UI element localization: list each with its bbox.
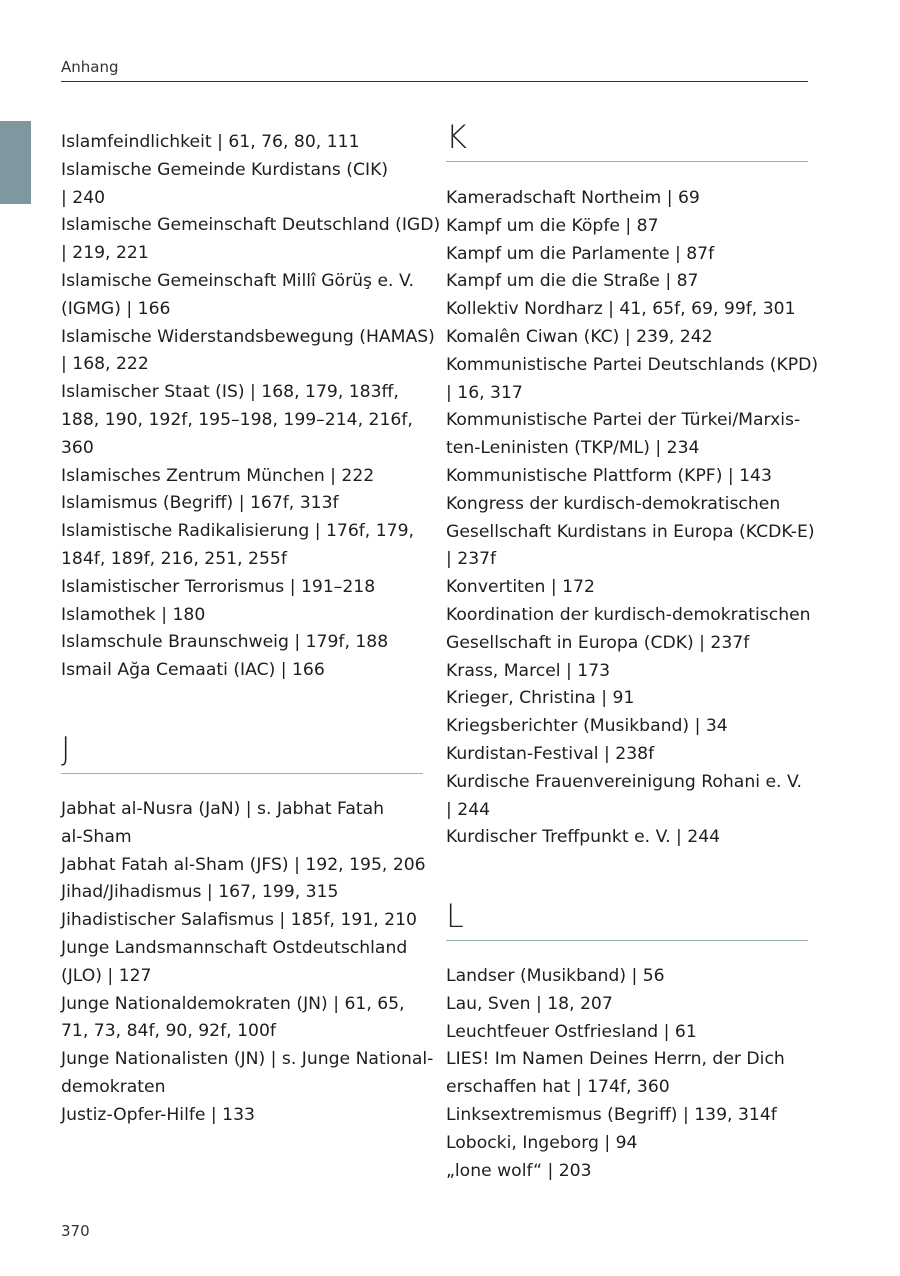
section-letter-j: J <box>61 730 71 768</box>
index-entry <box>61 463 423 491</box>
running-header: Anhang <box>61 58 119 76</box>
section-letter-k-rule <box>446 161 808 162</box>
index-entry-line: erschaffen hat | 174f, 360 <box>446 1077 670 1098</box>
index-entry-line: | 244 <box>446 799 491 820</box>
index-entry <box>61 657 423 685</box>
index-entry <box>446 463 808 491</box>
index-entry-line: Koordination der kurdisch-demokratischen <box>446 605 811 625</box>
section-letter-j-rule <box>61 773 423 774</box>
page-number: 370 <box>61 1222 90 1240</box>
index-entry-line: Kommunistische Partei der Türkei/Marxis- <box>446 410 801 431</box>
index-entry-line: Jihadistischer Salafismus | 185f, 191, 210 <box>61 910 417 931</box>
index-entry-line: 184f, 189f, 216, 251, 255f <box>61 548 287 569</box>
index-entry <box>446 741 808 769</box>
index-entry-line: Kriegsberichter (Musikband) | 34 <box>446 716 728 737</box>
index-entry <box>61 518 423 574</box>
index-entry-line: 188, 190, 192f, 195–198, 199–214, 216f, <box>61 409 413 430</box>
index-entry <box>61 629 423 657</box>
index-entry-line: Jabhat al-Nusra (JaN) | s. Jabhat Fatah <box>61 799 385 819</box>
index-entry <box>61 129 423 157</box>
index-entry <box>61 852 426 880</box>
index-entry-line: Islamschule Braunschweig | 179f, 188 <box>61 632 389 653</box>
index-entry-line: Islamische Gemeinschaft Millî Görüş e. V. <box>61 271 414 291</box>
index-entry-line: | 168, 222 <box>61 354 149 375</box>
index-entry <box>446 769 808 825</box>
index-entry <box>61 602 423 630</box>
index-entry <box>446 491 815 574</box>
index-entry <box>446 352 819 408</box>
index-entry-line: Kurdistan-Festival | 238f <box>446 744 655 764</box>
index-entry-line: Ismail Ağa Cemaati (IAC) | 166 <box>61 660 325 681</box>
index-entry <box>446 241 808 269</box>
index-entry-line: Kommunistische Partei Deutschlands (KPD) <box>446 354 819 375</box>
index-entry-line: Krieger, Christina | 91 <box>446 688 635 709</box>
index-entry-line: Kommunistische Plattform (KPF) | 143 <box>446 466 772 486</box>
index-entry-line: Islamische Gemeinde Kurdistans (CIK) <box>61 159 389 180</box>
index-entry-line: Kurdische Frauenvereinigung Rohani e. V. <box>446 771 802 792</box>
index-entry <box>446 324 808 352</box>
index-entry-line: (IGMG) | 166 <box>61 298 171 319</box>
index-entry-line: Jabhat Fatah al-Sham (JFS) | 192, 195, 206 <box>61 854 426 875</box>
index-entry-line: Islamische Widerstandsbewegung (HAMAS) <box>61 326 435 347</box>
index-entry-line: 71, 73, 84f, 90, 92f, 100f <box>61 1021 276 1042</box>
index-entry-line: Junge Nationalisten (JN) | s. Junge National- <box>61 1049 434 1070</box>
index-entry-line: demokraten <box>61 1076 166 1097</box>
index-entry <box>446 602 811 658</box>
index-entry <box>446 1046 808 1102</box>
index-entry-line: (JLO) | 127 <box>61 965 152 986</box>
index-entry <box>446 824 808 852</box>
index-entry <box>61 1102 423 1130</box>
index-entry-line: „lone wolf“ | 203 <box>446 1160 592 1181</box>
index-entry-line: Lobocki, Ingeborg | 94 <box>446 1132 638 1153</box>
index-entry <box>61 796 423 852</box>
index-entry <box>446 1158 808 1186</box>
index-entry-line: Islamisches Zentrum München | 222 <box>61 465 375 486</box>
index-entry-line: Gesellschaft in Europa (CDK) | 237f <box>446 632 750 653</box>
index-entry <box>61 991 423 1047</box>
index-entry-line: Gesellschaft Kurdistans in Europa (KCDK-E) <box>446 521 815 542</box>
index-entry-line: Leuchtfeuer Ostfriesland | 61 <box>446 1021 697 1042</box>
index-entry-line: Kampf um die Parlamente | 87f <box>446 243 715 264</box>
index-entry <box>61 157 423 213</box>
index-entry-line: Jihad/Jihadismus | 167, 199, 315 <box>61 882 339 903</box>
index-entry-line: Kongress der kurdisch-demokratischen <box>446 493 781 514</box>
index-entry <box>61 574 423 602</box>
index-entry <box>446 1019 808 1047</box>
index-entry <box>446 685 808 713</box>
index-entry <box>446 407 808 463</box>
index-entry-line: | 16, 317 <box>446 382 523 403</box>
index-entry-line: | 219, 221 <box>61 243 149 264</box>
index-entry <box>61 324 435 380</box>
index-entry <box>446 574 808 602</box>
index-entry-line: Junge Landsmannschaft Ostdeutschland <box>61 938 408 958</box>
index-entry-line: ten-Leninisten (TKP/ML) | 234 <box>446 438 700 459</box>
index-entry <box>61 379 423 462</box>
index-entry <box>61 268 423 324</box>
section-letter-l: L <box>446 897 464 935</box>
index-entry-line: Kollektiv Nordharz | 41, 65f, 69, 99f, 301 <box>446 299 796 320</box>
index-entry <box>61 490 423 518</box>
index-entry <box>61 907 423 935</box>
index-entry-line: Landser (Musikband) | 56 <box>446 966 665 986</box>
index-entry <box>446 1130 808 1158</box>
index-entry-line: Islamistischer Terrorismus | 191–218 <box>61 576 376 597</box>
index-entry-line: | 237f <box>446 549 497 570</box>
index-entry <box>446 991 808 1019</box>
index-entry-line: Islamothek | 180 <box>61 604 206 625</box>
header-rule <box>61 81 808 82</box>
index-entry-line: Kameradschaft Northeim | 69 <box>446 188 700 208</box>
index-entry-line: Kampf um die die Straße | 87 <box>446 271 699 292</box>
section-tab-marker <box>0 121 31 204</box>
index-entry <box>446 1102 808 1130</box>
index-entry-line: LIES! Im Namen Deines Herrn, der Dich <box>446 1049 785 1070</box>
index-entry-line: Justiz-Opfer-Hilfe | 133 <box>61 1104 255 1125</box>
index-entry <box>446 268 808 296</box>
index-entry <box>446 213 808 241</box>
index-entry-line: Islamischer Staat (IS) | 168, 179, 183ff, <box>61 382 399 403</box>
index-entry <box>446 713 808 741</box>
index-entry <box>61 935 423 991</box>
index-entry-line: Linksextremismus (Begriff) | 139, 314f <box>446 1105 777 1125</box>
index-entry-line: Kampf um die Köpfe | 87 <box>446 215 659 236</box>
index-entry <box>446 185 808 213</box>
index-entry <box>61 212 441 268</box>
index-entry-line: Junge Nationaldemokraten (JN) | 61, 65, <box>61 993 405 1014</box>
index-entry <box>446 658 808 686</box>
index-entry-line: Kurdischer Treffpunkt e. V. | 244 <box>446 827 721 848</box>
section-letter-k: K <box>446 118 467 156</box>
index-entry-line: 360 <box>61 437 94 458</box>
index-entry-line: Konvertiten | 172 <box>446 577 595 598</box>
index-entry <box>446 296 808 324</box>
index-entry <box>61 879 423 907</box>
index-entry-line: Islamistische Radikalisierung | 176f, 179, <box>61 521 415 542</box>
index-entry-line: Komalên Ciwan (KC) | 239, 242 <box>446 327 713 347</box>
index-entry-line: Krass, Marcel | 173 <box>446 660 611 681</box>
index-entry <box>61 1046 434 1102</box>
index-entry-line: | 240 <box>61 187 106 208</box>
index-entry-line: Islamfeindlichkeit | 61, 76, 80, 111 <box>61 132 360 152</box>
index-entry-line: al-Sham <box>61 826 132 847</box>
index-entry-line: Islamismus (Begriff) | 167f, 313f <box>61 493 339 514</box>
index-entry-line: Lau, Sven | 18, 207 <box>446 993 613 1014</box>
index-entry <box>446 963 808 991</box>
index-entry-line: Islamische Gemeinschaft Deutschland (IGD) <box>61 215 441 236</box>
section-letter-l-rule <box>446 940 808 941</box>
